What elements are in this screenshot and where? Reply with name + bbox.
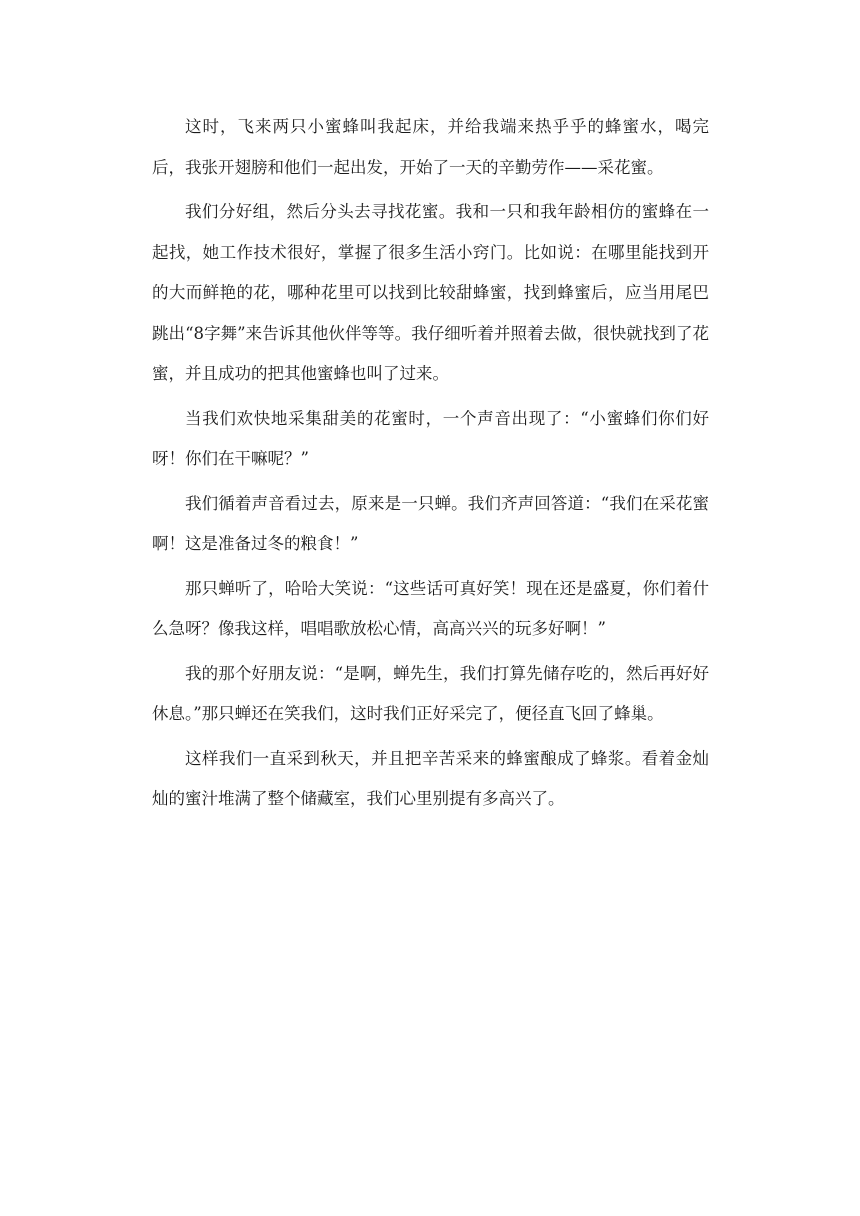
paragraph: 我们分好组，然后分头去寻找花蜜。我和一只和我年龄相仿的蜜蜂在一起找，她工作技术很好，掌握了很多生活小窍门。比如说：在哪里能找到开的大而鲜艳的花，哪种花里可以找到比较甜蜂蜜，找到蜂蜜后，应当用尾巴跳出“8字舞”来告诉其他伙伴等等。我仔细听着并照着去做，很快就找到了花蜜，并且成功的把其他蜜蜂也叫了过来。 [152, 202, 709, 383]
paragraph: 我的那个好朋友说：“是啊，蝉先生，我们打算先储存吃的，然后再好好休息。”那只蝉还在笑我们，这时我们正好采完了，便径直飞回了蜂巢。 [152, 663, 709, 723]
paragraph: 这时，飞来两只小蜜蜂叫我起床，并给我端来热乎乎的蜂蜜水，喝完后，我张开翅膀和他们一起出发，开始了一天的辛勤劳作——采花蜜。 [152, 117, 709, 177]
paragraph: 我们循着声音看过去，原来是一只蝉。我们齐声回答道：“我们在采花蜜啊！这是准备过冬的粮食！” [152, 493, 709, 553]
paragraph: 当我们欢快地采集甜美的花蜜时，一个声音出现了：“小蜜蜂们你们好呀！你们在干嘛呢？” [152, 408, 709, 468]
paragraph: 这样我们一直采到秋天，并且把辛苦采来的蜂蜜酿成了蜂浆。看着金灿灿的蜜汁堆满了整个储藏室，我们心里别提有多高兴了。 [152, 748, 709, 808]
document-body [152, 107, 709, 824]
paragraph: 那只蝉听了，哈哈大笑说：“这些话可真好笑！现在还是盛夏，你们着什么急呀？像我这样，唱唱歌放松心情，高高兴兴的玩多好啊！” [152, 578, 709, 638]
